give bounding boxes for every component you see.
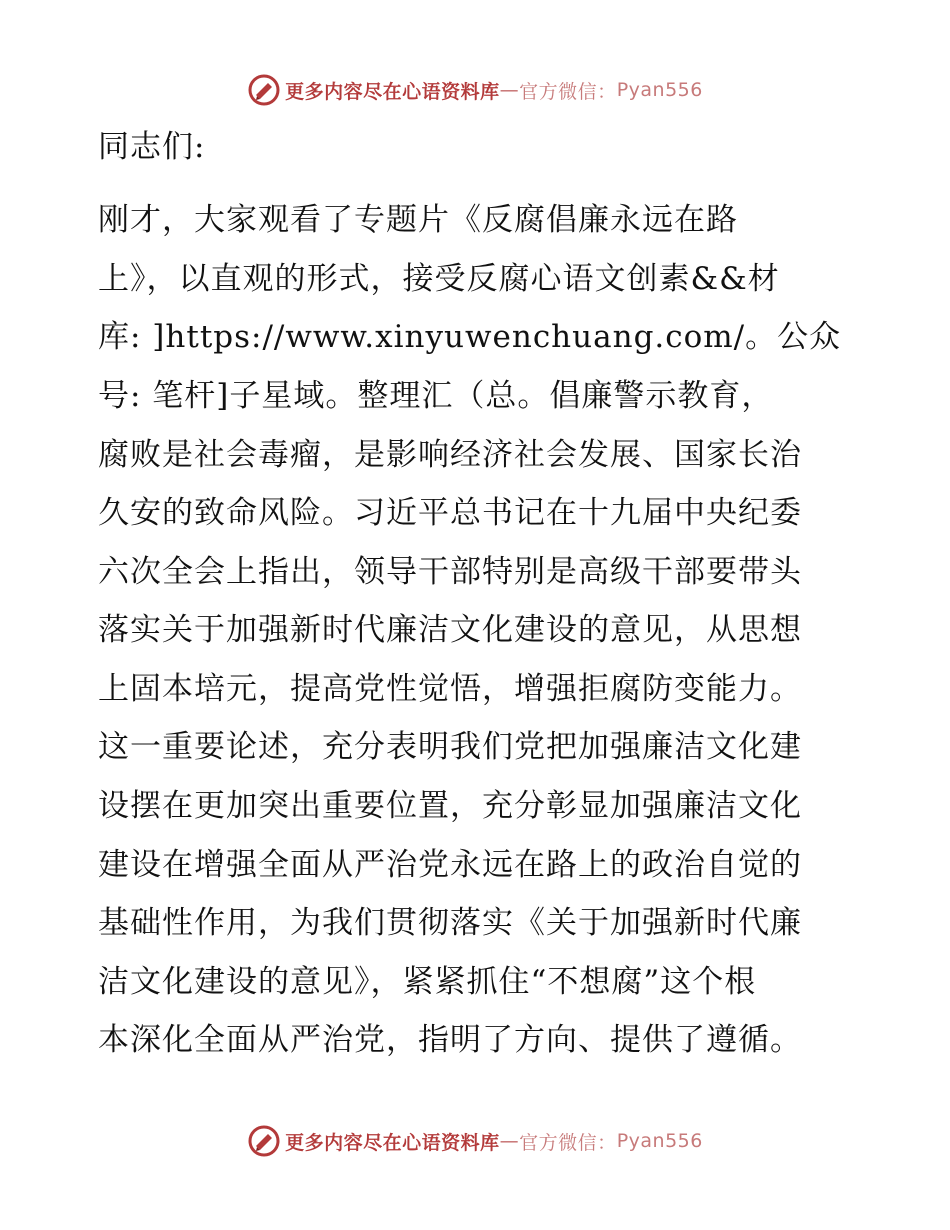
library-logo-icon [247,1124,281,1158]
body-line: 腐败是社会毒瘤，是影响经济社会发展、国家长治 [98,437,802,473]
body-line: 建设在增强全面从严治党永远在路上的政治自觉的 [98,847,802,883]
body-line: 洁文化建设的意见》，紧紧抓住“不想腐”这个根 [98,964,757,1000]
body-line: 上固本培元，提高党性觉悟，增强拒腐防变能力。 [98,671,802,707]
footer-banner [0,1121,950,1161]
body-line: 久安的致命风险。习近平总书记在十九届中央纪委 [98,495,802,531]
banner-separator: — [499,1130,520,1152]
body-line: 刚才，大家观看了专题片《反腐倡廉永远在路 [98,202,738,238]
banner-contact-id: Pyan556 [616,79,703,101]
salutation: 同志们: [98,129,206,165]
body-line: 本深化全面从严治党，指明了方向、提供了遵循。 [98,1022,802,1058]
body-line: 落实关于加强新时代廉洁文化建设的意见，从思想 [98,612,802,648]
body-line: 六次全会上指出，领导干部特别是高级干部要带头 [98,554,802,590]
banner-contact-label: 官方微信： [519,1131,617,1154]
banner-separator: — [499,79,520,101]
body-line: 这一重要论述，充分表明我们党把加强廉洁文化建 [98,729,802,765]
body-line: 号: 笔杆]子星域。整理汇（总。倡廉警示教育， [98,378,774,414]
body-line: 上》，以直观的形式，接受反腐心语文创素&&材 [98,261,780,297]
body-line: 库: ]https://www.xinyuwenchuang.com/。公众 [98,319,842,355]
body-line: 设摆在更加突出重要位置，充分彰显加强廉洁文化 [98,788,802,824]
banner-contact-label: 官方微信： [519,80,617,103]
banner-title: 更多内容尽在心语资料库 [285,1131,500,1154]
banner-title: 更多内容尽在心语资料库 [285,80,500,103]
body-line: 基础性作用，为我们贯彻落实《关于加强新时代廉 [98,905,802,941]
banner-contact-id: Pyan556 [616,1130,703,1152]
